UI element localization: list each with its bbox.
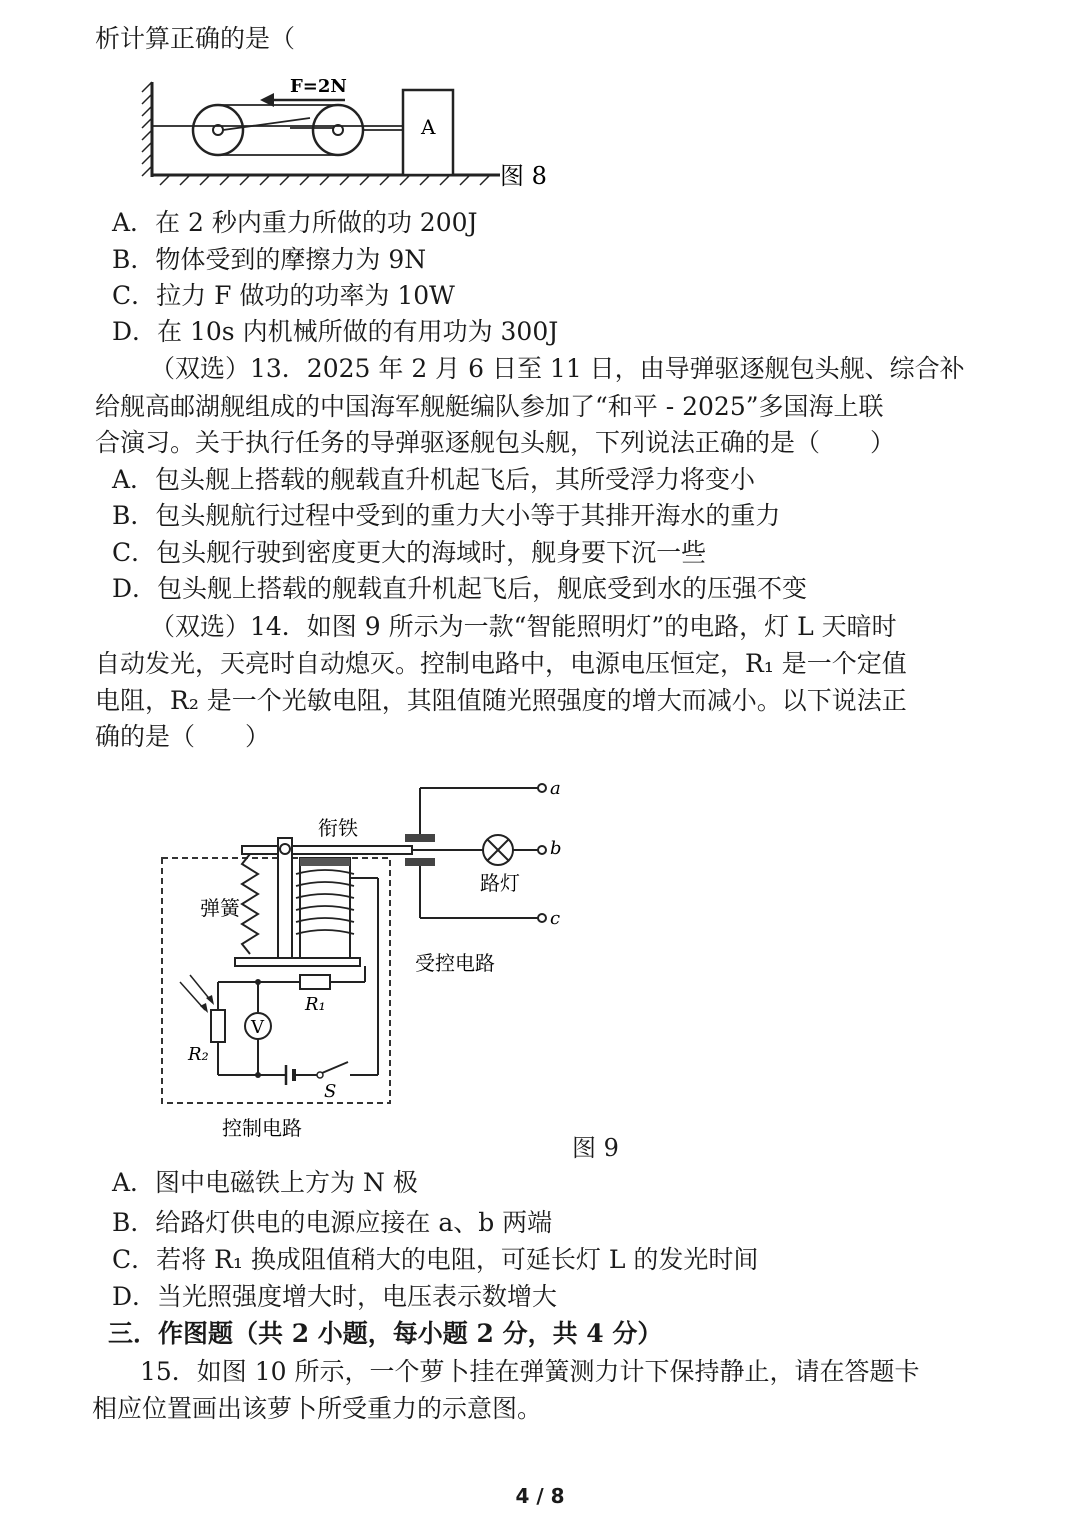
control-circuit-box [162,858,390,1103]
spring-label: 弹簧 [200,896,240,920]
figure-8-caption: 图 8 [500,162,547,187]
q13-line-3: 合演习。关于执行任务的导弹驱逐舰包头舰，下列说法正确的是（ ） [95,428,896,457]
figure-8 [140,72,560,187]
force-label: F=2N [290,76,347,97]
q13-line-2: 给舰高邮湖舰组成的中国海军舰艇编队参加了“和平 - 2025”多国海上联 [95,392,884,421]
terminal-a: a [550,778,561,799]
control-circuit-label: 控制电路 [222,1116,302,1140]
q13-option-b: B．包头舰航行过程中受到的重力大小等于其排开海水的重力 [112,501,781,530]
section-3-title: 三．作图题（共 2 小题，每小题 2 分，共 4 分） [108,1319,663,1348]
q13-option-a: A．包头舰上搭载的舰载直升机起飞后，其所受浮力将变小 [112,465,756,494]
page-number: 4 / 8 [515,1484,565,1508]
q12-option-a: A．在 2 秒内重力所做的功 200J [112,208,478,237]
q14-line-1: （双选）14．如图 9 所示为一款“智能照明灯”的电路，灯 L 天暗时 [150,612,897,641]
q14-line-3: 电阻，R₂ 是一个光敏电阻，其阻值随光照强度的增大而减小。以下说法正 [95,686,907,715]
q12-option-d: D．在 10s 内机械所做的有用功为 300J [112,317,559,346]
terminal-b: b [550,838,562,859]
armature-label: 衔铁 [318,816,358,840]
q14-line-4: 确的是（ ） [95,722,271,751]
q15-line-1: 15．如图 10 所示，一个萝卜挂在弹簧测力计下保持静止，请在答题卡 [140,1357,920,1386]
block-label: A [421,115,436,139]
lamp-label: 路灯 [480,871,520,895]
resistor-r1 [300,975,330,989]
q13-line-1: （双选）13．2025 年 2 月 6 日至 11 日，由导弹驱逐舰包头舰、综合补 [150,354,965,383]
r2-label: R₂ [188,1044,209,1065]
q14-line-2: 自动发光，天亮时自动熄灭。控制电路中，电源电压恒定，R₁ 是一个定值 [95,649,907,678]
q14-option-d: D．当光照强度增大时，电压表示数增大 [112,1282,558,1311]
voltmeter-label: V [251,1017,264,1038]
q14-option-a: A．图中电磁铁上方为 N 极 [112,1168,418,1197]
switch-label: S [324,1081,337,1102]
spring [242,854,258,954]
switch-s [322,1062,348,1073]
q13-option-c: C．包头舰行驶到密度更大的海域时，舰身要下沉一些 [112,538,707,567]
controlled-circuit-label: 受控电路 [415,951,495,975]
r1-label: R₁ [305,994,326,1015]
terminal-c: c [550,908,561,929]
q15-line-2: 相应位置画出该萝卜所受重力的示意图。 [92,1394,543,1423]
q14-option-c: C．若将 R₁ 换成阻值稍大的电阻，可延长灯 L 的发光时间 [112,1245,759,1274]
figure-9 [150,770,630,1170]
q13-option-d: D．包头舰上搭载的舰载直升机起飞后，舰底受到水的压强不变 [112,574,808,603]
q14-option-b: B．给路灯供电的电源应接在 a、b 两端 [112,1208,553,1237]
resistor-r2 [211,1010,225,1042]
q12-option-c: C．拉力 F 做功的功率为 10W [112,281,455,310]
q12-option-b: B．物体受到的摩擦力为 9N [112,245,427,274]
figure-9-caption: 图 9 [572,1134,619,1162]
armature [242,846,412,854]
question-12-stem-end: 析计算正确的是（ [95,24,296,53]
